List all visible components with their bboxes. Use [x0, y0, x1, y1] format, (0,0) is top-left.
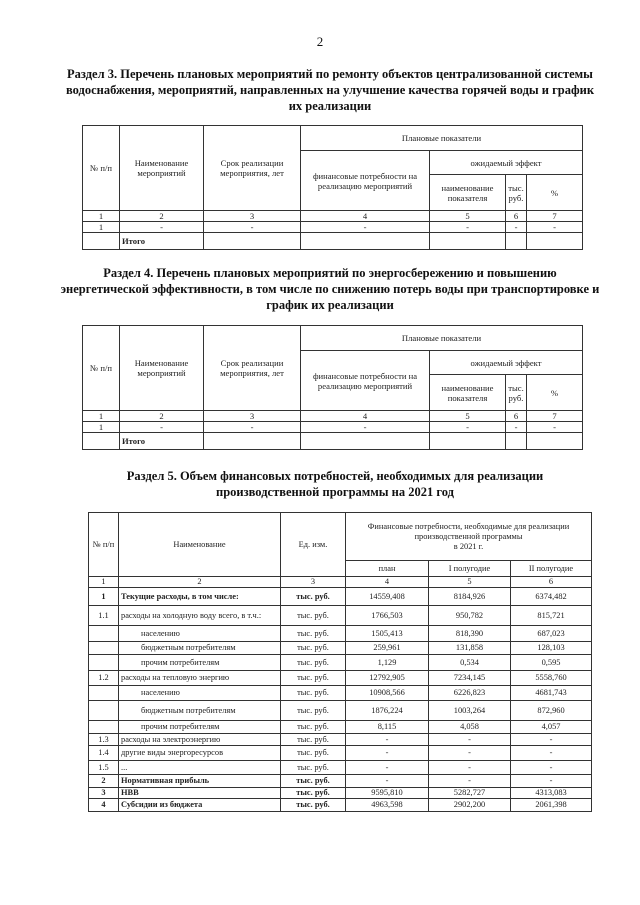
cell-plan: -: [346, 734, 429, 746]
table-row: [89, 626, 592, 642]
header-num: № п/п: [83, 126, 120, 211]
cell-num: [89, 686, 119, 701]
table-row: [89, 655, 592, 671]
cell-h1: -: [429, 775, 511, 788]
table-row: [89, 775, 592, 788]
cell-name: Нормативная прибыль: [119, 775, 281, 788]
cell: -: [506, 422, 527, 433]
cell-h2: 0,595: [511, 655, 592, 671]
header-effect: ожидаемый эффект: [430, 351, 583, 375]
header-name: Наименование мероприятий: [120, 326, 204, 411]
cell-num: 1.3: [89, 734, 119, 746]
cell-h1: 7234,145: [429, 671, 511, 686]
cell-h2: -: [511, 734, 592, 746]
cell-plan: 1,129: [346, 655, 429, 671]
section-4-title: Раздел 4. Перечень плановых мероприятий по энергосбережению и повышению энергетической эффективности, в том числе по снижению потерь воды при транспортировке и график их реализации: [60, 266, 600, 312]
header-num: № п/п: [89, 513, 119, 577]
cell-plan: 9595,810: [346, 788, 429, 799]
cell-plan: 1505,413: [346, 626, 429, 642]
col-number: 2: [120, 211, 204, 222]
col-number: 1: [83, 211, 120, 222]
cell-num: 1.5: [89, 761, 119, 775]
cell-plan: -: [346, 761, 429, 775]
section-3-table: [82, 125, 583, 250]
column-numbers-row: [89, 577, 592, 588]
cell-name: бюджетным потребителям: [119, 642, 281, 655]
header-planned: Плановые показатели: [301, 326, 583, 351]
cell-unit: тыс. руб.: [281, 606, 346, 626]
cell-h1: 131,858: [429, 642, 511, 655]
cell-h1: 950,782: [429, 606, 511, 626]
col-number: 7: [527, 211, 583, 222]
cell-name: Субсидии из бюджета: [119, 799, 281, 812]
cell-unit: тыс. руб.: [281, 588, 346, 606]
cell-unit: тыс. руб.: [281, 655, 346, 671]
cell-plan: 14559,408: [346, 588, 429, 606]
header-h2: II полугодие: [511, 561, 592, 577]
cell: -: [527, 422, 583, 433]
header-finance: финансовые потребности на реализацию мероприятий: [301, 351, 430, 411]
col-number: 6: [511, 577, 592, 588]
cell-h1: 2902,200: [429, 799, 511, 812]
header-term: Срок реализации мероприятия, лет: [204, 126, 301, 211]
cell-h1: 0,534: [429, 655, 511, 671]
col-number: 6: [506, 411, 527, 422]
header-name: Наименование: [119, 513, 281, 577]
cell: -: [527, 222, 583, 233]
cell-h2: 687,023: [511, 626, 592, 642]
col-number: 7: [527, 411, 583, 422]
cell: -: [204, 422, 301, 433]
cell-name: другие виды энергоресурсов: [119, 746, 281, 761]
cell-h2: 128,103: [511, 642, 592, 655]
col-number: 4: [301, 211, 430, 222]
cell-num: 3: [89, 788, 119, 799]
header-planned: Плановые показатели: [301, 126, 583, 151]
cell-h1: 5282,727: [429, 788, 511, 799]
cell-num: [89, 626, 119, 642]
col-number: 6: [506, 211, 527, 222]
table-row: [89, 761, 592, 775]
cell-num: 1.1: [89, 606, 119, 626]
cell-num: [89, 655, 119, 671]
table-row: [89, 606, 592, 626]
cell-unit: тыс. руб.: [281, 788, 346, 799]
col-number: 4: [301, 411, 430, 422]
header-percent: %: [527, 375, 583, 411]
header-plan: план: [346, 561, 429, 577]
cell-h1: -: [429, 761, 511, 775]
cell-h2: -: [511, 746, 592, 761]
cell: -: [506, 222, 527, 233]
header-indicator: наименование показателя: [430, 375, 506, 411]
cell-h2: 6374,482: [511, 588, 592, 606]
cell-num: 1: [89, 588, 119, 606]
col-number: 4: [346, 577, 429, 588]
table-row: [89, 734, 592, 746]
cell-unit: тыс. руб.: [281, 721, 346, 734]
cell-h2: 815,721: [511, 606, 592, 626]
cell-h2: 4681,743: [511, 686, 592, 701]
cell-unit: тыс. руб.: [281, 775, 346, 788]
table-row: [89, 701, 592, 721]
col-number: 3: [204, 211, 301, 222]
total-label: Итого: [120, 233, 204, 250]
cell-unit: тыс. руб.: [281, 671, 346, 686]
cell: -: [120, 422, 204, 433]
header-finance-text: Финансовые потребности, необходимые для реализации производственной программы: [367, 521, 570, 541]
header-percent: %: [527, 175, 583, 211]
cell-name: ...: [119, 761, 281, 775]
cell-num: [89, 642, 119, 655]
cell-plan: 1766,503: [346, 606, 429, 626]
cell: -: [430, 422, 506, 433]
table-row: [83, 422, 583, 433]
header-name: Наименование мероприятий: [120, 126, 204, 211]
cell-h2: 4,057: [511, 721, 592, 734]
cell-h1: 1003,264: [429, 701, 511, 721]
cell-plan: 12792,905: [346, 671, 429, 686]
table-row: [89, 588, 592, 606]
cell-num: 1.2: [89, 671, 119, 686]
column-numbers-row: [83, 411, 583, 422]
table-row: [89, 686, 592, 701]
cell-name: расходы на холодную воду всего, в т.ч.:: [119, 606, 281, 626]
col-number: 5: [430, 211, 506, 222]
cell-name: НВВ: [119, 788, 281, 799]
cell-unit: тыс. руб.: [281, 686, 346, 701]
cell-name: прочим потребителям: [119, 721, 281, 734]
header-thousand-rub: тыс. руб.: [506, 375, 527, 411]
table-row: [83, 222, 583, 233]
cell-name: Текущие расходы, в том числе:: [119, 588, 281, 606]
header-unit: Ед. изм.: [281, 513, 346, 577]
cell-plan: 10908,566: [346, 686, 429, 701]
cell-num: [89, 701, 119, 721]
cell-h1: 4,058: [429, 721, 511, 734]
total-row: [83, 233, 583, 250]
cell: -: [430, 222, 506, 233]
cell-unit: тыс. руб.: [281, 761, 346, 775]
total-label: Итого: [120, 433, 204, 450]
header-h1: I полугодие: [429, 561, 511, 577]
cell-h1: -: [429, 734, 511, 746]
table-row: [89, 721, 592, 734]
page-number: 2: [316, 34, 324, 49]
cell-name: бюджетным потребителям: [119, 701, 281, 721]
header-num: № п/п: [83, 326, 120, 411]
cell-name: расходы на электроэнергию: [119, 734, 281, 746]
cell: -: [301, 422, 430, 433]
col-number: 2: [120, 411, 204, 422]
cell-plan: 8,115: [346, 721, 429, 734]
col-number: 3: [281, 577, 346, 588]
cell-h2: -: [511, 775, 592, 788]
header-finance: финансовые потребности на реализацию мероприятий: [301, 151, 430, 211]
table-row: [89, 799, 592, 812]
cell-name: расходы на тепловую энергию: [119, 671, 281, 686]
table-row: [89, 671, 592, 686]
total-row: [83, 433, 583, 450]
section-4-table: [82, 325, 583, 450]
table-row: [89, 642, 592, 655]
col-number: 5: [430, 411, 506, 422]
cell-num: 4: [89, 799, 119, 812]
cell: 1: [83, 422, 120, 433]
cell-plan: 4963,598: [346, 799, 429, 812]
cell-name: населению: [119, 626, 281, 642]
header-term: Срок реализации мероприятия, лет: [204, 326, 301, 411]
cell-plan: 1876,224: [346, 701, 429, 721]
header-indicator: наименование показателя: [430, 175, 506, 211]
cell-h1: 818,390: [429, 626, 511, 642]
cell: -: [120, 222, 204, 233]
table-row: [89, 788, 592, 799]
col-number: 3: [204, 411, 301, 422]
header-thousand-rub: тыс. руб.: [506, 175, 527, 211]
header-year: в 2021 г.: [453, 541, 484, 551]
cell-name: прочим потребителям: [119, 655, 281, 671]
col-number: 1: [83, 411, 120, 422]
col-number: 5: [429, 577, 511, 588]
section-3-title: Раздел 3. Перечень плановых мероприятий по ремонту объектов централизованной системы водоснабжения, мероприятий, направленных на улучшение качества горячей воды и график их реализации: [65, 67, 595, 113]
cell-unit: тыс. руб.: [281, 701, 346, 721]
cell-num: 2: [89, 775, 119, 788]
col-number: 2: [119, 577, 281, 588]
cell-h1: -: [429, 746, 511, 761]
col-number: 1: [89, 577, 119, 588]
cell-num: [89, 721, 119, 734]
cell-unit: тыс. руб.: [281, 799, 346, 812]
cell-plan: -: [346, 746, 429, 761]
header-finance: [346, 513, 592, 561]
cell-h2: 4313,083: [511, 788, 592, 799]
cell-h1: 6226,823: [429, 686, 511, 701]
cell-num: 1.4: [89, 746, 119, 761]
cell-h2: 2061,398: [511, 799, 592, 812]
cell-plan: 259,961: [346, 642, 429, 655]
table-row: [89, 746, 592, 761]
section-5-title: Раздел 5. Объем финансовых потребностей, необходимых для реализации производственной программы на 2021 год: [126, 469, 544, 499]
cell-unit: тыс. руб.: [281, 734, 346, 746]
cell-unit: тыс. руб.: [281, 642, 346, 655]
header-effect: ожидаемый эффект: [430, 151, 583, 175]
cell: -: [301, 222, 430, 233]
cell-h2: -: [511, 761, 592, 775]
section-5-table: [88, 512, 592, 812]
cell-name: населению: [119, 686, 281, 701]
cell-h2: 872,960: [511, 701, 592, 721]
cell-h1: 8184,926: [429, 588, 511, 606]
cell: -: [204, 222, 301, 233]
cell-plan: -: [346, 775, 429, 788]
cell: 1: [83, 222, 120, 233]
cell-h2: 5558,760: [511, 671, 592, 686]
cell-unit: тыс. руб.: [281, 626, 346, 642]
cell-unit: тыс. руб.: [281, 746, 346, 761]
column-numbers-row: [83, 211, 583, 222]
